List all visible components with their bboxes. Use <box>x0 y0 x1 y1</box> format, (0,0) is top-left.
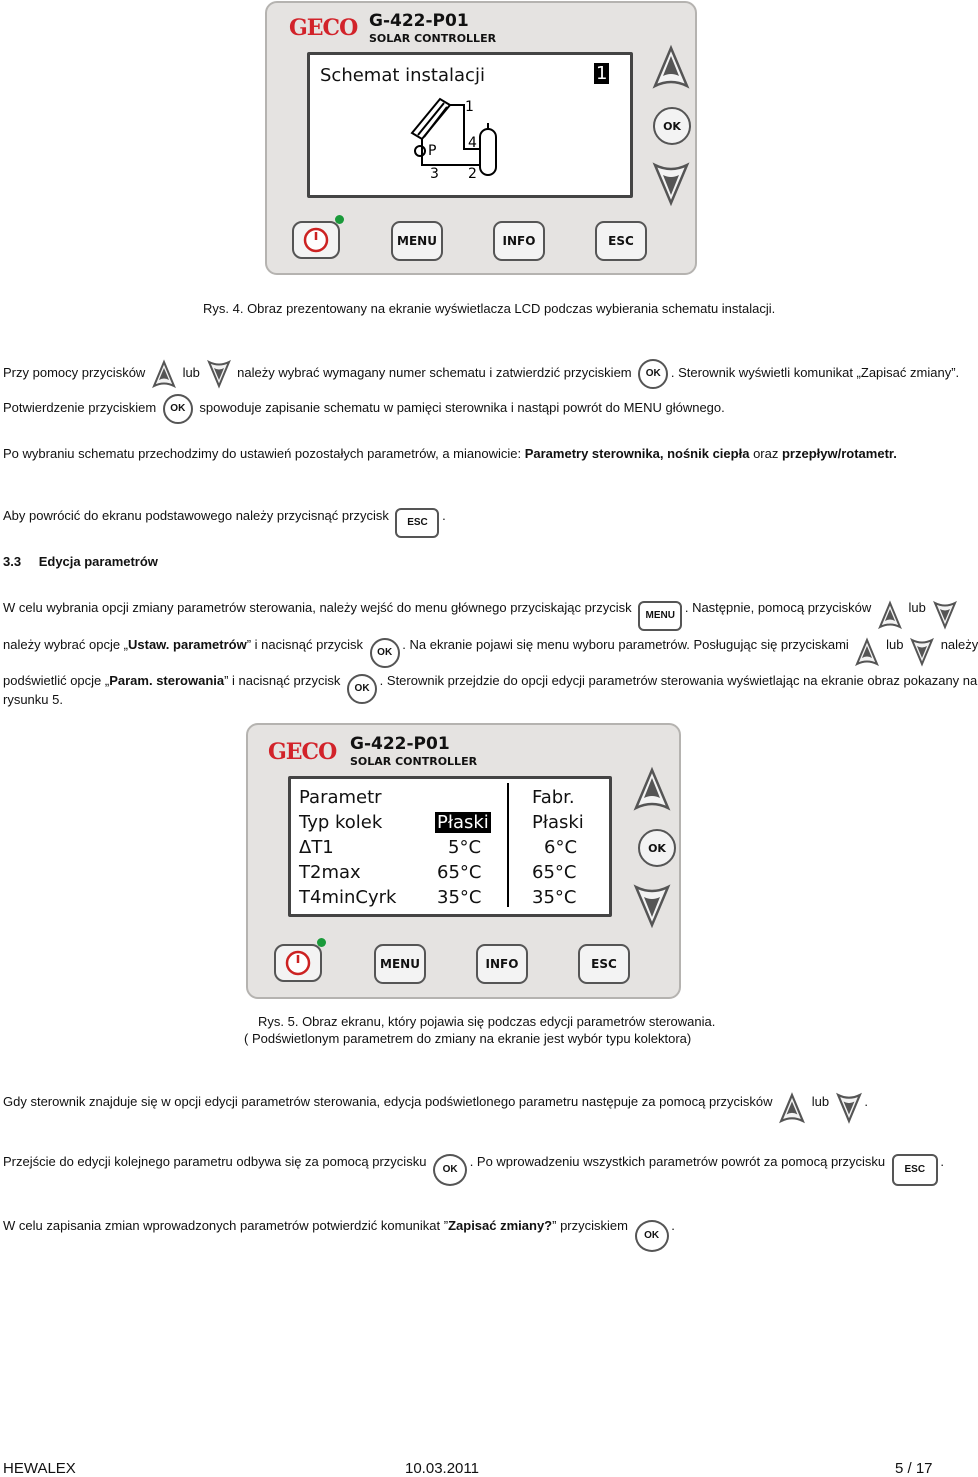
figure-4-caption: Rys. 4. Obraz prezentowany na ekranie wyświetlacza LCD podczas wybierania schematu instalacji. <box>203 301 776 316</box>
section-title: Edycja parametrów <box>38 554 158 569</box>
diag-label-1: 1 <box>465 99 474 115</box>
controller-panel-schema <box>265 1 697 275</box>
p5-l2a: należy wybrać opcje „ <box>3 637 128 652</box>
p8-text-a: W celu zapisania zmian wprowadzonych parametrów potwierdzić komunikat ” <box>3 1218 449 1233</box>
power-icon <box>294 223 338 257</box>
screen-title: Schemat instalacji <box>320 65 485 86</box>
ok-label: OK <box>663 119 681 133</box>
p5-l3d: . Sterownik przejdzie do opcji edycji parametrów sterowania wyświetlając na ekranie obraz pokazany na <box>379 673 978 688</box>
info-button[interactable]: INFO <box>476 944 528 984</box>
paragraph-param-edit-line4 <box>3 692 63 708</box>
p1-text-b: lub <box>182 365 200 380</box>
p1-text-a: Przy pomocy przycisków <box>3 365 146 380</box>
p7-text-c: . <box>940 1154 945 1169</box>
diag-label-2: 2 <box>468 166 477 182</box>
column-divider <box>507 783 509 907</box>
footer-company: HEWALEX <box>3 1460 76 1477</box>
p5-l1c: lub <box>908 600 926 615</box>
paragraph-param-edit-line2 <box>3 622 978 658</box>
ok-icon: OK <box>163 394 193 424</box>
row1-factory: Płaski <box>532 812 584 833</box>
paragraph-next-parameter <box>3 1138 944 1174</box>
diag-label-p: P <box>428 143 437 159</box>
up-arrow-icon <box>152 360 176 388</box>
diag-label-4: 4 <box>468 135 477 151</box>
p7-text-b: . Po wprowadzeniu wszystkich parametrów powrót za pomocą przycisku <box>469 1154 886 1169</box>
menu-icon: MENU <box>638 601 682 631</box>
p7-text-a: Przejście do edycji kolejnego parametru odbywa się za pomocą przycisku <box>3 1154 427 1169</box>
p5-l3b: Param. sterowania <box>109 673 225 688</box>
p5-l2e: lub <box>886 637 904 652</box>
p5-l4: rysunku 5. <box>3 692 63 707</box>
p6-text-c: . <box>864 1094 869 1109</box>
row1-name: Typ kolek <box>299 812 383 833</box>
row2-name: ΔT1 <box>299 837 334 858</box>
p5-l1a: W celu wybrania opcji zmiany parametrów sterowania, należy wejść do menu głównego przyciskając przycisk <box>3 600 632 615</box>
row2-value: 5°C <box>448 837 482 858</box>
p3-text-c: oraz <box>753 446 779 461</box>
ok-icon: OK <box>635 1220 669 1252</box>
screen-number: 1 <box>596 63 608 84</box>
up-arrow-button[interactable] <box>653 46 689 90</box>
paragraph-param-edit-line1 <box>3 585 960 621</box>
p3-text-b: Parametry sterownika, nośnik ciepła <box>524 446 750 461</box>
p8-text-c: ” przyciskiem <box>552 1218 628 1233</box>
paragraph-next-settings <box>3 446 897 462</box>
row4-value: 35°C <box>437 887 482 908</box>
footer-page: 5 / 17 <box>895 1460 933 1477</box>
down-arrow-icon <box>836 1092 862 1124</box>
footer-date: 10.03.2011 <box>405 1460 479 1477</box>
paragraph-return <box>3 494 446 530</box>
p1-text-c: należy wybrać wymagany numer schematu i zatwierdzić przyciskiem <box>237 365 632 380</box>
p3-text-a: Po wybraniu schematu przechodzimy do ustawień pozostałych parametrów, a mianowicie: <box>3 446 522 461</box>
row4-factory: 35°C <box>532 887 577 908</box>
section-number: 3.3 <box>3 554 22 569</box>
model-subtitle: SOLAR CONTROLLER <box>369 32 497 45</box>
power-button[interactable] <box>274 944 322 982</box>
paragraph-edit-highlighted <box>3 1080 868 1116</box>
p5-l2c: ” i nacisnąć przycisk <box>246 637 364 652</box>
header-parameter: Parametr <box>299 787 382 808</box>
info-button[interactable]: INFO <box>493 221 545 261</box>
figure-5-caption-line1: Rys. 5. Obraz ekranu, który pojawia się podczas edycji parametrów sterowania. <box>258 1014 716 1029</box>
p2-text-a: Potwierdzenie przyciskiem <box>3 400 157 415</box>
geco-logo: GECO <box>268 739 337 765</box>
geco-logo: GECO <box>289 15 358 41</box>
p4-text-a: Aby powrócić do ekranu podstawowego należy przycisnąć przycisk <box>3 508 389 523</box>
ok-button[interactable] <box>653 107 691 145</box>
diag-label-3: 3 <box>430 166 439 182</box>
p5-l1b: . Następnie, pomocą przycisków <box>684 600 872 615</box>
p8-text-b: Zapisać zmiany? <box>448 1218 553 1233</box>
lcd-screen <box>288 776 612 917</box>
down-arrow-icon <box>207 360 231 388</box>
power-icon <box>276 946 320 980</box>
row3-value: 65°C <box>437 862 482 883</box>
paragraph-param-edit-line3 <box>3 658 977 694</box>
model-subtitle: SOLAR CONTROLLER <box>350 755 478 768</box>
p4-text-b: . <box>442 508 446 523</box>
p6-text-a: Gdy sterownik znajduje się w opcji edycji parametrów sterowania, edycja podświetlonego parametru następuje za pomocą przycisków <box>3 1094 773 1109</box>
down-arrow-button[interactable] <box>634 883 670 927</box>
ok-icon: OK <box>433 1154 467 1186</box>
p5-l2d: . Na ekranie pojawi się menu wyboru parametrów. Posługując się przyciskami <box>402 637 849 652</box>
model-name: G-422-P01 <box>369 11 469 31</box>
ok-icon: OK <box>347 674 377 704</box>
status-led <box>335 215 344 224</box>
section-heading <box>3 554 158 570</box>
p6-text-b: lub <box>811 1094 830 1109</box>
ok-button[interactable] <box>638 829 676 867</box>
menu-button[interactable]: MENU <box>374 944 426 984</box>
esc-button[interactable]: ESC <box>578 944 630 984</box>
row3-factory: 65°C <box>532 862 577 883</box>
p3-text-d: przepływ/rotametr. <box>781 446 897 461</box>
p5-l2f: należy <box>940 637 978 652</box>
esc-icon: ESC <box>395 508 439 538</box>
p8-text-d: . <box>671 1218 675 1233</box>
figure-5-caption-line2: ( Podświetlonym parametrem do zmiany na ekranie jest wybór typu kolektora) <box>244 1031 692 1046</box>
p1-text-d: . Sterownik wyświetli komunikat „Zapisać zmiany”. <box>670 365 960 380</box>
paragraph-confirm <box>3 393 725 423</box>
status-led <box>317 938 326 947</box>
lcd-screen <box>307 52 633 198</box>
esc-button[interactable]: ESC <box>595 221 647 261</box>
p2-text-b: spowoduje zapisanie schematu w pamięci sterownika i nastąpi powrót do MENU głównego. <box>199 400 725 415</box>
ok-icon: OK <box>638 359 668 389</box>
row1-value-highlighted[interactable]: Płaski <box>437 812 489 833</box>
ok-icon: OK <box>370 638 400 668</box>
paragraph-save-changes <box>3 1200 675 1241</box>
up-arrow-icon <box>779 1092 805 1124</box>
power-button[interactable] <box>292 221 340 259</box>
row2-factory: 6°C <box>544 837 578 858</box>
esc-icon: ESC <box>892 1154 938 1186</box>
row3-name: T2max <box>299 862 361 883</box>
ok-label: OK <box>648 841 666 855</box>
model-name: G-422-P01 <box>350 734 450 754</box>
up-arrow-button[interactable] <box>634 768 670 812</box>
p5-l3c: ” i nacisnąć przycisk <box>224 673 341 688</box>
menu-button[interactable]: MENU <box>391 221 443 261</box>
down-arrow-button[interactable] <box>653 161 689 205</box>
controller-panel-parameters <box>246 723 681 999</box>
header-factory: Fabr. <box>532 787 575 808</box>
p5-l2b: Ustaw. parametrów <box>128 637 247 652</box>
installation-diagram <box>410 93 520 183</box>
row4-name: T4minCyrk <box>299 887 397 908</box>
p5-l3a: podświetlić opcje „ <box>3 673 110 688</box>
paragraph-buttons-select <box>3 358 959 388</box>
